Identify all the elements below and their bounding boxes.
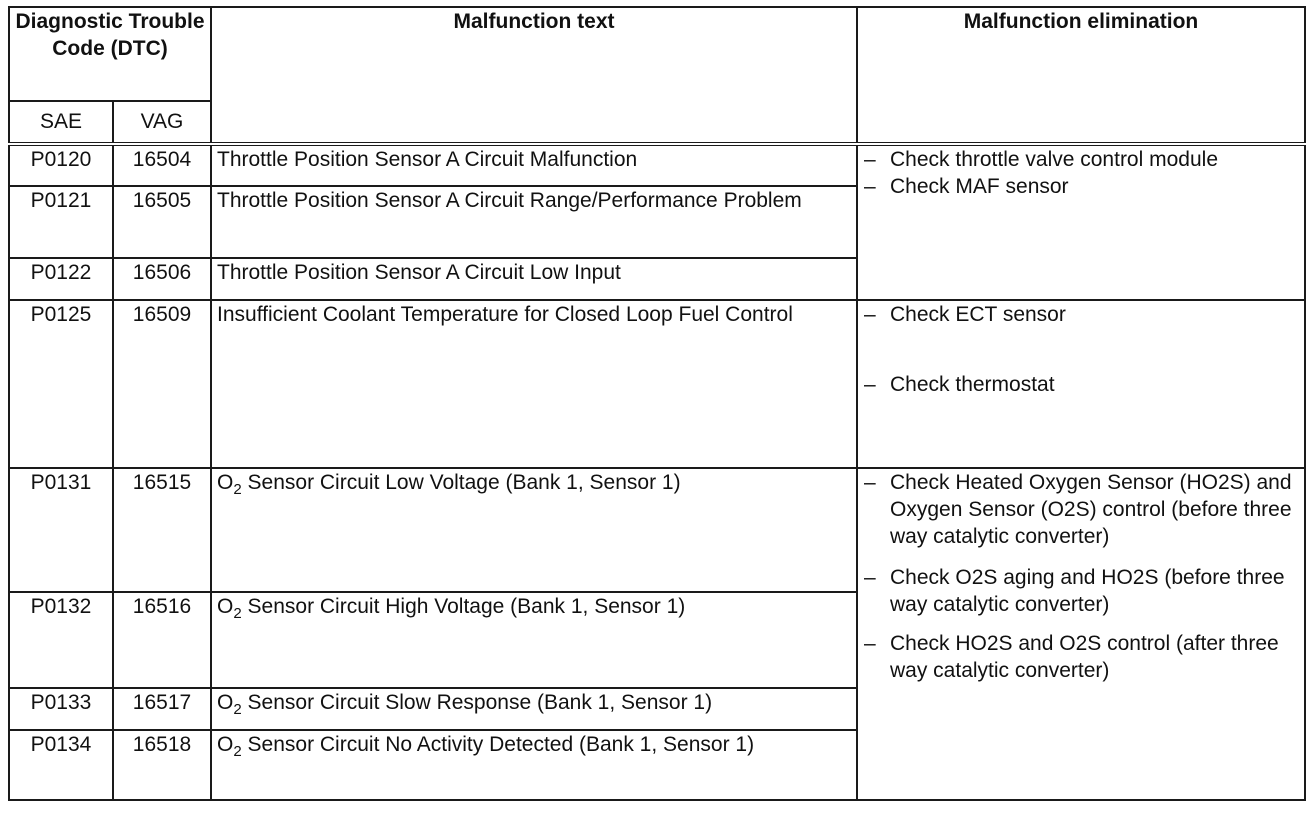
vag-code: 16518 xyxy=(113,730,211,800)
vag-code: 16504 xyxy=(113,144,211,186)
elimination-list xyxy=(862,469,1299,684)
sae-code: P0132 xyxy=(9,592,113,688)
malfunction-text xyxy=(211,730,857,800)
vag-code: 16517 xyxy=(113,688,211,730)
malfunction-text-body: Sensor Circuit No Activity Detected (Bank 1, Sensor 1) xyxy=(241,733,755,756)
elimination-cell xyxy=(857,468,1305,800)
elimination-cell xyxy=(857,300,1305,468)
table-row xyxy=(9,300,1305,468)
malfunction-text: Throttle Position Sensor A Circuit Malfunction xyxy=(211,144,857,186)
malfunction-text: Throttle Position Sensor A Circuit Low Input xyxy=(211,258,857,300)
malfunction-text-body: Sensor Circuit Low Voltage (Bank 1, Sensor 1) xyxy=(241,471,681,494)
malfunction-text: Insufficient Coolant Temperature for Closed Loop Fuel Control xyxy=(211,300,857,468)
malfunction-text xyxy=(211,688,857,730)
header-dtc xyxy=(9,7,211,101)
malfunction-text-body: Sensor Circuit High Voltage (Bank 1, Sensor 1) xyxy=(241,595,686,618)
elimination-item: – Check ECT sensor xyxy=(862,301,1299,328)
malfunction-text xyxy=(211,468,857,592)
vag-code: 16506 xyxy=(113,258,211,300)
vag-code: 16516 xyxy=(113,592,211,688)
table-row xyxy=(9,144,1305,186)
header-malfunction-elimination: Malfunction elimination xyxy=(857,7,1305,144)
malfunction-text: Throttle Position Sensor A Circuit Range/Performance Problem xyxy=(211,186,857,258)
o2-prefix: O xyxy=(217,595,234,618)
sae-code: P0125 xyxy=(9,300,113,468)
o2-prefix: O xyxy=(217,691,234,714)
sae-code: P0134 xyxy=(9,730,113,800)
elimination-cell xyxy=(857,144,1305,300)
o2-prefix: O xyxy=(217,471,234,494)
malfunction-text xyxy=(211,592,857,688)
elimination-item: – Check thermostat xyxy=(862,371,1299,398)
vag-code: 16505 xyxy=(113,186,211,258)
vag-code: 16509 xyxy=(113,300,211,468)
sae-code: P0120 xyxy=(9,144,113,186)
elimination-item: – Check throttle valve control module xyxy=(862,146,1299,173)
o2-subscript: 2 xyxy=(233,481,242,498)
o2-subscript: 2 xyxy=(233,605,242,622)
o2-subscript: 2 xyxy=(233,701,242,718)
elimination-list xyxy=(862,301,1299,398)
sae-code: P0133 xyxy=(9,688,113,730)
o2-subscript: 2 xyxy=(233,743,242,760)
sae-code: P0122 xyxy=(9,258,113,300)
table-row xyxy=(9,468,1305,592)
vag-code: 16515 xyxy=(113,468,211,592)
header-sae: SAE xyxy=(9,101,113,144)
sae-code: P0131 xyxy=(9,468,113,592)
elimination-item: – Check MAF sensor xyxy=(862,173,1299,200)
elimination-item: – Check O2S aging and HO2S (before three way catalytic converter) xyxy=(862,564,1299,618)
malfunction-text-body: Sensor Circuit Slow Response (Bank 1, Sensor 1) xyxy=(241,691,713,714)
elimination-item: – Check HO2S and O2S control (after three way catalytic converter) xyxy=(862,630,1299,684)
sae-code: P0121 xyxy=(9,186,113,258)
elimination-item: – Check Heated Oxygen Sensor (HO2S) and Oxygen Sensor (O2S) control (before three way catalytic converter) xyxy=(862,469,1299,550)
o2-prefix: O xyxy=(217,733,234,756)
elimination-list xyxy=(862,146,1299,200)
header-dtc-label: Diagnostic Trouble Code (DTC) xyxy=(15,10,205,60)
header-malfunction-text: Malfunction text xyxy=(211,7,857,144)
header-vag: VAG xyxy=(113,101,211,144)
dtc-table xyxy=(8,6,1306,801)
